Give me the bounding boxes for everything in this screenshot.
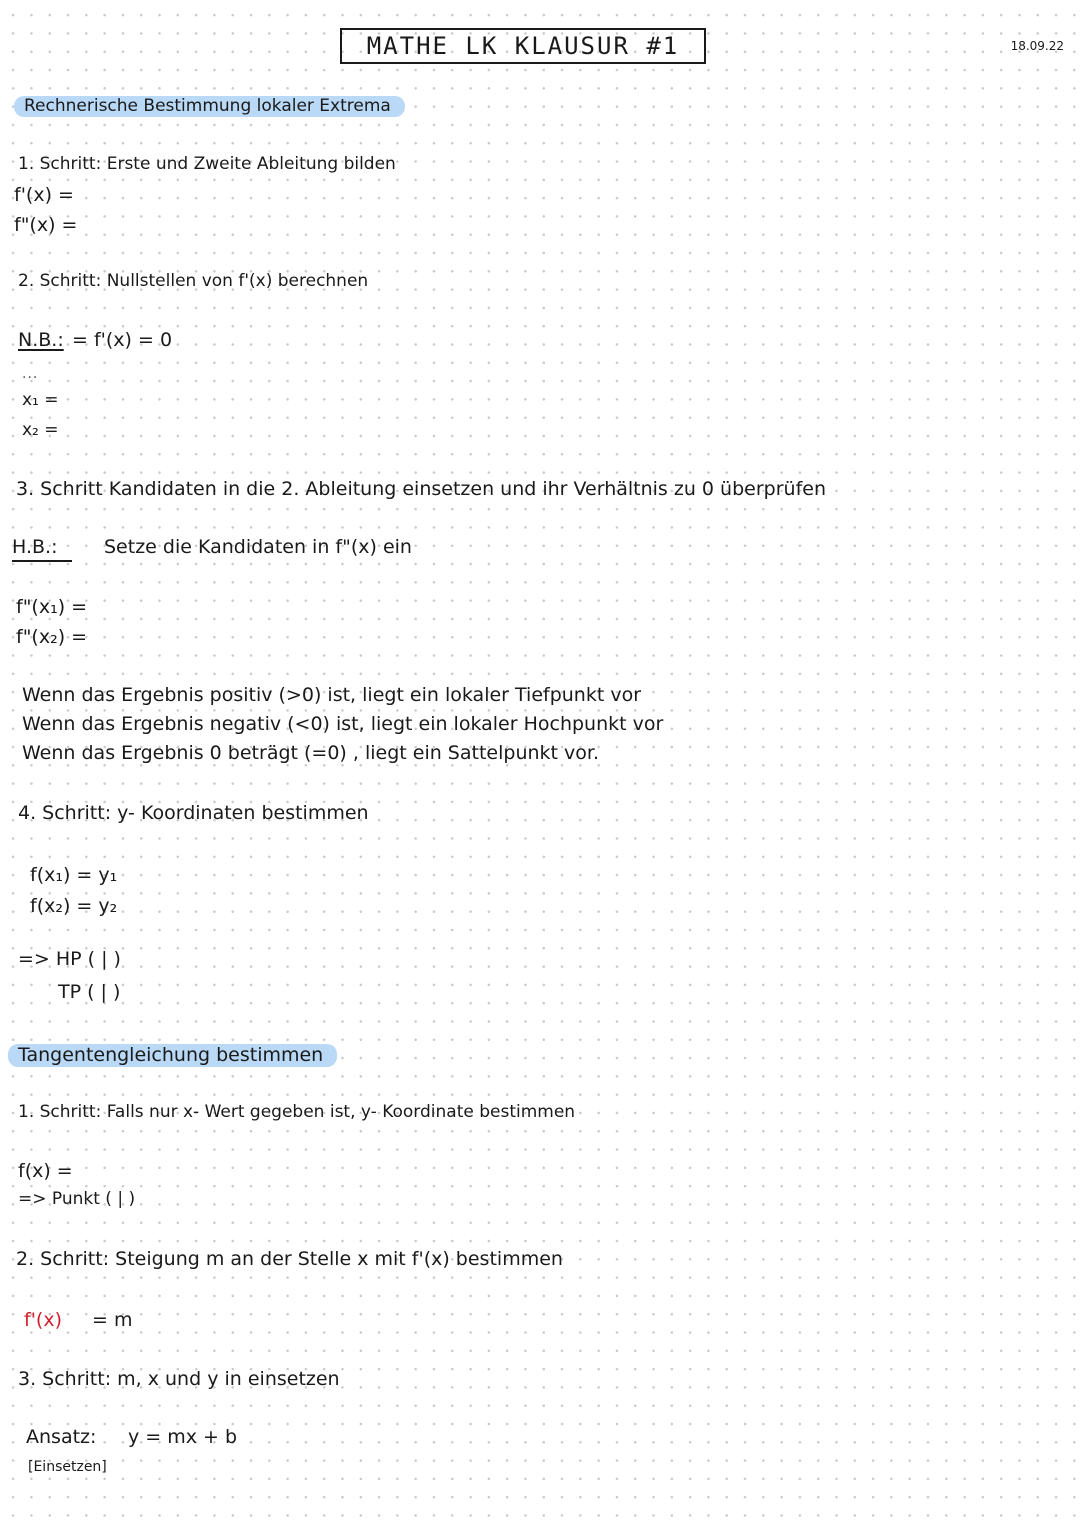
ansatz-equation: y = mx + b	[128, 1426, 238, 1448]
slope-derivative: f'(x)	[24, 1309, 62, 1331]
point-result: => Punkt ( | )	[18, 1189, 136, 1209]
ansatz-label: Ansatz:	[26, 1426, 97, 1448]
y1-value: f(x₁) = y₁	[30, 864, 118, 886]
extrema-step-3: 3. Schritt Kandidaten in die 2. Ableitung einsetzen und ihr Verhältnis zu 0 überprüfen	[16, 478, 826, 500]
date-label: 18.09.22	[1010, 39, 1064, 53]
first-derivative: f'(x) =	[14, 184, 74, 206]
hochpunkt-result: => HP ( | )	[18, 948, 121, 970]
tangent-step-1: 1. Schritt: Falls nur x- Wert gegeben ist, y- Koordinate bestimmen	[18, 1102, 576, 1122]
function-value: f(x) =	[18, 1160, 73, 1182]
einsetzen-label: [Einsetzen]	[28, 1459, 107, 1475]
tangent-step-3: 3. Schritt: m, x und y in einsetzen	[18, 1368, 340, 1390]
extrema-step-4: 4. Schritt: y- Koordinaten bestimmen	[18, 802, 369, 824]
y2-value: f(x₂) = y₂	[30, 895, 118, 917]
section-heading-tangent: Tangentengleichung bestimmen	[8, 1044, 337, 1067]
tiefpunkt-result: TP ( | )	[58, 981, 121, 1003]
rule-saddle: Wenn das Ergebnis 0 beträgt (=0) , liegt ein Sattelpunkt vor.	[22, 742, 599, 764]
slope-m: = m	[92, 1309, 133, 1331]
section-heading-extrema: Rechnerische Bestimmung lokaler Extrema	[14, 96, 405, 117]
second-derivative: f"(x) =	[14, 214, 78, 236]
second-derivative-x2: f"(x₂) =	[16, 626, 88, 648]
extrema-step-2: 2. Schritt: Nullstellen von f'(x) berechnen	[18, 271, 369, 291]
second-derivative-x1: f"(x₁) =	[16, 596, 88, 618]
hb-label: H.B.:	[12, 538, 72, 562]
page-title: MATHE LK KLAUSUR #1	[340, 28, 706, 64]
ellipsis: ...	[22, 366, 39, 382]
nb-label: N.B.:	[18, 329, 64, 351]
rule-maximum: Wenn das Ergebnis negativ (<0) ist, liegt ein lokaler Hochpunkt vor	[22, 713, 664, 735]
extrema-step-1: 1. Schritt: Erste und Zweite Ableitung bilden	[18, 154, 396, 174]
x1-label: x₁ =	[22, 390, 59, 410]
rule-minimum: Wenn das Ergebnis positiv (>0) ist, liegt ein lokaler Tiefpunkt vor	[22, 684, 642, 706]
tangent-step-2: 2. Schritt: Steigung m an der Stelle x mit f'(x) bestimmen	[16, 1248, 563, 1270]
nb-equation: = f'(x) = 0	[72, 329, 173, 351]
x2-label: x₂ =	[22, 420, 59, 440]
hb-text: Setze die Kandidaten in f"(x) ein	[104, 536, 412, 558]
